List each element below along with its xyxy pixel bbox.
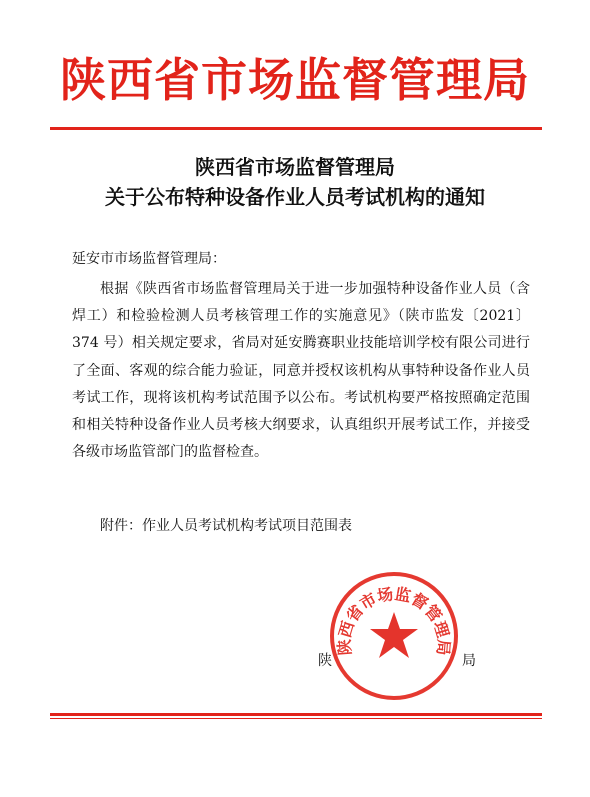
star-icon [370, 612, 418, 658]
document-title [0, 152, 590, 212]
body-paragraph: 根据《陕西省市场监督管理局关于进一步加强特种设备作业人员（含焊工）和检验检测人员考核管理工作的实施意见》（陕市监发〔2021〕374 号）相关规定要求，省局对延安腾赛职业技能培训学校有限公司进行了全面、客观的综合能力验证，同意并授权该机构从事特种设备作业人员考试工作，现将该机构考试范围予以公布。考试机构要严格按照确定范围和相关特种设备作业人员考核大纲要求，认真组织开展考试工作，并接受各级市场监管部门的监督检查。 [72, 281, 530, 461]
header-divider [50, 127, 542, 130]
signature-text-left: 陕 [318, 653, 332, 669]
seal-graphic [328, 570, 460, 702]
signature-text-right: 局 [462, 653, 476, 669]
letterhead-title: 陕西省市场监督管理局 [60, 53, 530, 107]
seal-text: 陕西省市场监督管理局 [334, 584, 454, 657]
title-line-2: 关于公布特种设备作业人员考试机构的通知 [105, 185, 485, 209]
salutation: 延安市市场监督管理局： [72, 251, 226, 267]
attachment-line: 附件：作业人员考试机构考试项目范围表 [100, 518, 352, 534]
official-seal [328, 570, 460, 702]
footer-divider-thick [50, 713, 542, 716]
footer-divider-thin [50, 718, 542, 719]
title-line-1: 陕西省市场监督管理局 [195, 155, 395, 179]
